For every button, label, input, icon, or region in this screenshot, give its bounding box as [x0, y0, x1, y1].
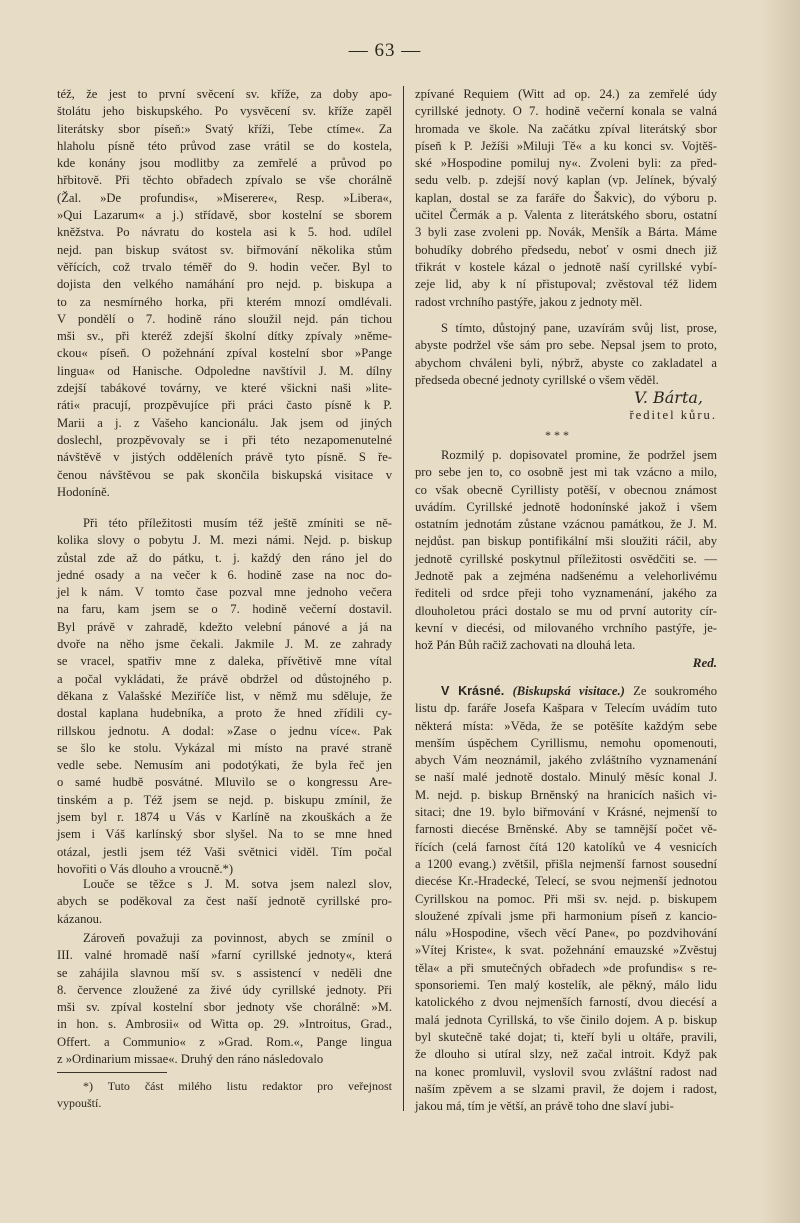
text-line: lingua« od Hanische. Odpoledne navštívil J. M. dílny	[57, 363, 392, 378]
krasne-subtitle: (Biskupská visitace.)	[512, 684, 625, 698]
text-line: hovořiti o Vás dlouho a vroucně.*)	[57, 861, 234, 876]
text-line: menším úspěchem Cyrillismu, nemohu opomenouti,	[415, 735, 717, 750]
text-line: na konec promluvil, vyslovil svou zvláštní radost nad	[415, 1064, 717, 1079]
text-line: V pondělí o 7. hodině ráno sloužil nejd. pán tichou	[57, 311, 392, 326]
krasne-lead: Ze soukromého	[633, 684, 717, 698]
text-line: těla« a při smutečných obřadech »de profundis« s re-	[415, 960, 717, 975]
text-line: učitel Čermák a p. Valenta z literátského sboru, ostatní	[415, 208, 717, 223]
text-line: kde konány jsou modlitby za zemřelé a průvod po	[57, 156, 392, 171]
text-line: sitaci; dne 19. bylo biřmování v Krásné, nejmenší to	[415, 805, 717, 820]
text-line: Jednotě pak a zejména nadšenému a velehorlivému	[415, 569, 717, 584]
text-line: nálu »Hospodine, všech věcí Pane«, po pozdvihování	[415, 926, 717, 941]
page-edge-shadow	[760, 0, 800, 1223]
text-line: malá jednota Cyrillská, to vše činilo dojem. A p. biskup	[415, 1012, 717, 1027]
text-line: předseda obecné jednoty cyrillské o všem věděl.	[415, 372, 659, 387]
text-line: Cyrillskou na pomoc. Při mši sv. nejd. p. biskupem	[415, 891, 717, 906]
text-line: Hodoníně.	[57, 484, 110, 499]
text-line: 3 byli zase zvoleni pp. Novák, Menšík a Bárta. Máme	[415, 225, 717, 240]
text-line: ské »Hospodine pomiluj ny«. Zvoleni byli: za před-	[415, 156, 717, 171]
text-line: (Žal. »De profundis«, »Miserere«, Resp. »Libera«,	[57, 190, 392, 205]
text-line: třikrát v kostele kázal o jednotě naší cyrillské vybí-	[415, 259, 717, 274]
text-line: »Qui Lazarum« a j.) střídavě, sbor kostelní se sborem	[57, 208, 392, 223]
column-divider	[403, 86, 404, 1111]
text-line: hož Pán Bůh račiž zachovati na dlouhá leta.	[415, 638, 636, 653]
text-line: Rozmilý p. dopisovatel promine, že podržel jsem	[441, 448, 717, 462]
text-line: zůstal zde až do pátku, t. j. každý den ráno jel do	[57, 550, 392, 565]
text-line: abychom chváleni byli, nýbrž, abyste co zakladatel a	[415, 355, 717, 370]
page-number: — 63 —	[348, 40, 422, 61]
text-line: *) Tuto část milého listu redaktor pro veřejnost	[83, 1079, 392, 1093]
text-line: některá místa: »Věda, že se potěšíte každým sebe	[415, 718, 717, 733]
text-line: S tímto, důstojný pane, uzavírám svůj list, prose,	[441, 321, 717, 335]
text-line: 8. července zloužené za živé údy cyrillské jednoty. Při	[57, 982, 392, 997]
text-line: in hon. s. Ambrosii« od Witta op. 29. »Introitus, Grad.,	[57, 1017, 392, 1032]
text-line: Byl právě v zahradě, kdežto velební pánové a já na	[57, 619, 392, 634]
text-line: Zároveň považuji za povinnost, abych se zmínil o	[83, 931, 392, 945]
text-line: co však obecně Cyrillisty potěší, v obecnou známost	[415, 482, 717, 497]
text-line: mši sv., při kteréž zdejší školní dítky zpívaly »něme-	[57, 329, 392, 344]
text-line: děkana z Valašské Meziříče list, v němž mu sděluje, že	[57, 688, 392, 703]
text-line: zeje lid, aby k ní přistupoval; zvěstoval též lidem	[415, 277, 717, 292]
text-line: čenou návštěvou se pak skončila biskupská visitace v	[57, 467, 392, 482]
text-line: III. valné hromadě naší »farní cyrillské jednoty«, která	[57, 948, 392, 963]
paragraph-hodonin-visit	[57, 86, 392, 501]
text-line: doslechl, prozpěvovaly se i při této nezapomenutelné	[57, 432, 392, 447]
text-line: se zahájila slavnou mší sv. s assistencí v neděli dne	[57, 965, 392, 980]
text-line: dojista den velkého namáhání pro nejd. p. biskupa a	[57, 277, 392, 292]
text-line: byl skutečně také dojat; ti, kteří byli u oltáře, pravili,	[415, 1029, 717, 1044]
text-line: ostatním jednotám zůstane vzácnou památkou, že J. M.	[415, 517, 717, 532]
footnote	[57, 1078, 392, 1113]
text-line: návštěvě v jistých odděleních právě tyto písně. S ře-	[57, 450, 392, 465]
text-line: řediteli od srdce přeji toho vyznamenání, jakého za	[415, 586, 717, 601]
text-line: z »Ordinarium missae«. Druhý den ráno následovalo	[57, 1052, 324, 1067]
text-line: kevní v diecési, od milovaného vrchního pastýře, je-	[415, 620, 717, 635]
text-line: farnosti diecése Brněnské. Aby se tamnější počet vě-	[415, 822, 717, 837]
text-line: jsem i Váš karlínský sbor slyšel. Na to se mne hned	[57, 827, 392, 842]
text-line: radost vrchního pastýře, jakou z jednoty měl.	[415, 294, 643, 309]
paragraph-krasne	[415, 683, 717, 1115]
text-line: že dlouho si utíral slzy, než začal introit. Když pak	[415, 1047, 717, 1062]
krasne-body	[415, 700, 717, 1115]
paragraph-closing	[415, 320, 717, 389]
text-line: katolického z dvou nejmenších farností, dvou diecésí a	[415, 995, 717, 1010]
text-line: se šlo ke stolu. Vykázal mi místo na pravé straně	[57, 740, 392, 755]
text-line: kolika slovy o pobytu J. M. mezi námi. Nejd. p. biskup	[57, 533, 392, 548]
text-line: a počal vykládati, že právě obdržel od důstojného p.	[57, 671, 392, 686]
text-line: Při této příležitosti musím též ještě zmíniti se ně-	[83, 516, 392, 530]
text-line: píseň k P. Ježíši »Miluji Tě« a ku konci sv. Vojtěš-	[415, 138, 717, 153]
text-line: abych se poděkoval za čest naší jednotě cyrillské pro-	[57, 894, 392, 909]
paragraph-bishop-stay	[57, 515, 392, 878]
text-line: tinském a p. Též jsem se nejd. p. biskupu zmínil, že	[57, 792, 392, 807]
text-line: též, že jest to první svěcení sv. kříže, za doby apo-	[57, 87, 392, 101]
text-line: vypouští.	[57, 1096, 102, 1111]
text-line: listu dp. faráře Josefa Kašpara v Telecím uvádím tuto	[415, 701, 717, 716]
text-line: literátsky sbor píseň:» Svatý kříži, Tebe ctíme«. Za	[57, 121, 392, 136]
text-line: o samé hudbě posvátné. Mluvilo se o kongressu Are-	[57, 775, 392, 790]
text-line: zdejší tabákové továrny, ve které všickni naši »lite-	[57, 381, 392, 396]
text-line: pro sebe jen to, co osobně jest mi tak vzácno a milo,	[415, 465, 717, 480]
text-line: hlaholu písně této průvod zase vrátil se do kostela,	[57, 138, 392, 153]
signature-role: ředitel kůru.	[629, 408, 717, 422]
text-line: bohudíky dobrého předsedu, neboť v osmi dnech již	[415, 242, 717, 257]
text-line: dostal kaplana hudebníka, a proto že hned zřídili cy-	[57, 706, 392, 721]
text-line: ckou« píseň. O požehnání zpíval kostelní sbor »Pange	[57, 346, 392, 361]
text-line: naším zpěvem a se slzami pravil, že dojem i radost,	[415, 1081, 717, 1096]
text-line: jsem byl r. 1874 u Vás v Karlíně na zkouškách a že	[57, 810, 392, 825]
text-line: M. nejd. p. biskup Brněnský na hranicích našich vi-	[415, 787, 717, 802]
paragraph-general-meeting	[57, 930, 392, 1068]
text-line: jednotě cyrillské poskytnul příležitosti osvědčiti se. —	[415, 551, 717, 566]
text-line: Offert. a Communio« z »Grad. Rom.«, Pange lingua	[57, 1034, 392, 1049]
text-line: »Vítej Kriste«, k svat. požehnání emauzské »Zvěstuj	[415, 943, 717, 958]
text-line: sponsoriemi. Ten malý kostelík, ale pěkný, málo lidu	[415, 978, 717, 993]
text-line: rillskou jednotu. A dodal: »Zase o jednu více«. Pak	[57, 723, 392, 738]
section-separator: * * *	[545, 428, 569, 442]
text-line: sedu velb. p. zdejší nový kaplan (vp. Jelínek, bývalý	[415, 173, 717, 188]
text-line: uvádím. Cyrillské jednotě hodonínské jakož i všem	[415, 499, 717, 514]
text-line: zpívané Requiem (Witt ad op. 24.) za zemřelé údy	[415, 87, 717, 101]
text-line: kněžstva. Po návratu do kostela asi k 5. hod. udílel	[57, 225, 392, 240]
krasne-heading: V Krásné.	[441, 684, 505, 698]
text-line: to za nesmírného horka, při kterém mnozí omdlévali.	[57, 294, 392, 309]
text-line: cyrillské jednoty. O 7. hodině večerní konala se valná	[415, 104, 717, 119]
text-line: sloužené zpívali jsme při harmonium píseň z kancio-	[415, 908, 717, 923]
text-line: nejdůst. pan biskup pontifikální mši sloužiti ráčil, aby	[415, 534, 717, 549]
footnote-rule	[57, 1072, 167, 1073]
text-line: jedné osady a na večer k 6. hodině zase na noc do-	[57, 567, 392, 582]
text-line: jel k nám. V tomto čase pozval mne jednoho večera	[57, 585, 392, 600]
text-line: abych Vám neoznámil, jakého zvláštního vyznamenání	[415, 753, 717, 768]
text-line: se naší malé jednotě dostalo. Minulý měsíc konal J.	[415, 770, 717, 785]
text-line: se vracel, spatřiv mne z daleka, přívětivě mne vítal	[57, 654, 392, 669]
text-line: Marii a j. z Vašeho kancionálu. Jak jsem od jiných	[57, 415, 392, 430]
text-line: jakou má, tím je větší, an právě toho dne slaví jubi-	[415, 1099, 674, 1114]
paragraph-requiem	[415, 86, 717, 311]
text-line: mši sv. zpíval kostelní sbor jednoty vše chorálně: »M.	[57, 1000, 392, 1015]
text-line: Louče se těžce s J. M. sotva jsem nalezl slov,	[83, 877, 392, 891]
text-line: hromada ve škole. Na začátku zpíval literátský sbor	[415, 121, 717, 136]
text-line: diecése Kr.-Hradecké, Telecí, se svou nejmenší jednotou	[415, 874, 717, 889]
signature-name: V. Bárta,	[634, 388, 703, 407]
paragraph-farewell	[57, 876, 392, 928]
editor-mark: Red.	[692, 655, 717, 670]
text-line: dvoře na něho jsme čekali. Jakmile J. M. ze zahrady	[57, 637, 392, 652]
krasne-heading-line	[415, 683, 717, 700]
paragraph-editor-note	[415, 447, 717, 655]
text-line: hřbitově. Při těchto obřadech zpívalo se vše chorálně	[57, 173, 392, 188]
text-line: štolátu jeho biskupského. Po vysvěcení sv. kříže zapěl	[57, 104, 392, 119]
text-line: věřících, což trvalo téměř do 9. hodin večer. Byl to	[57, 259, 392, 274]
text-line: kázanou.	[57, 911, 103, 926]
text-line: abyste podržel vše sám pro sebe. Nepsal jsem to proto,	[415, 338, 717, 353]
text-line: řících (celá farnost čítá 120 katolíků ve 4 vesnicích	[415, 839, 717, 854]
text-line: na faru, kam jsem se o 7. hodině večerní dostavil.	[57, 602, 392, 617]
text-line: a 1200 evang.) zvětšil, přišla nejmenší farnost sousední	[415, 856, 717, 871]
text-line: ráti« pracují, prozpěvujíce při práci často písně k P.	[57, 398, 392, 413]
text-line: nejd. pan biskup svátost sv. biřmování několika stům	[57, 242, 392, 257]
text-line: otázal, jestli jsem též Vaši světnici viděl. Tím počal	[57, 844, 392, 859]
text-line: vedle sebe. Nemusím ani podotýkati, že byla řeč jen	[57, 758, 392, 773]
text-line: kaplan, dostal se za faráře do Šakvic), do výboru p.	[415, 190, 717, 205]
text-line: dlouholetou práci dostalo se mu od první autority cír-	[415, 603, 717, 618]
